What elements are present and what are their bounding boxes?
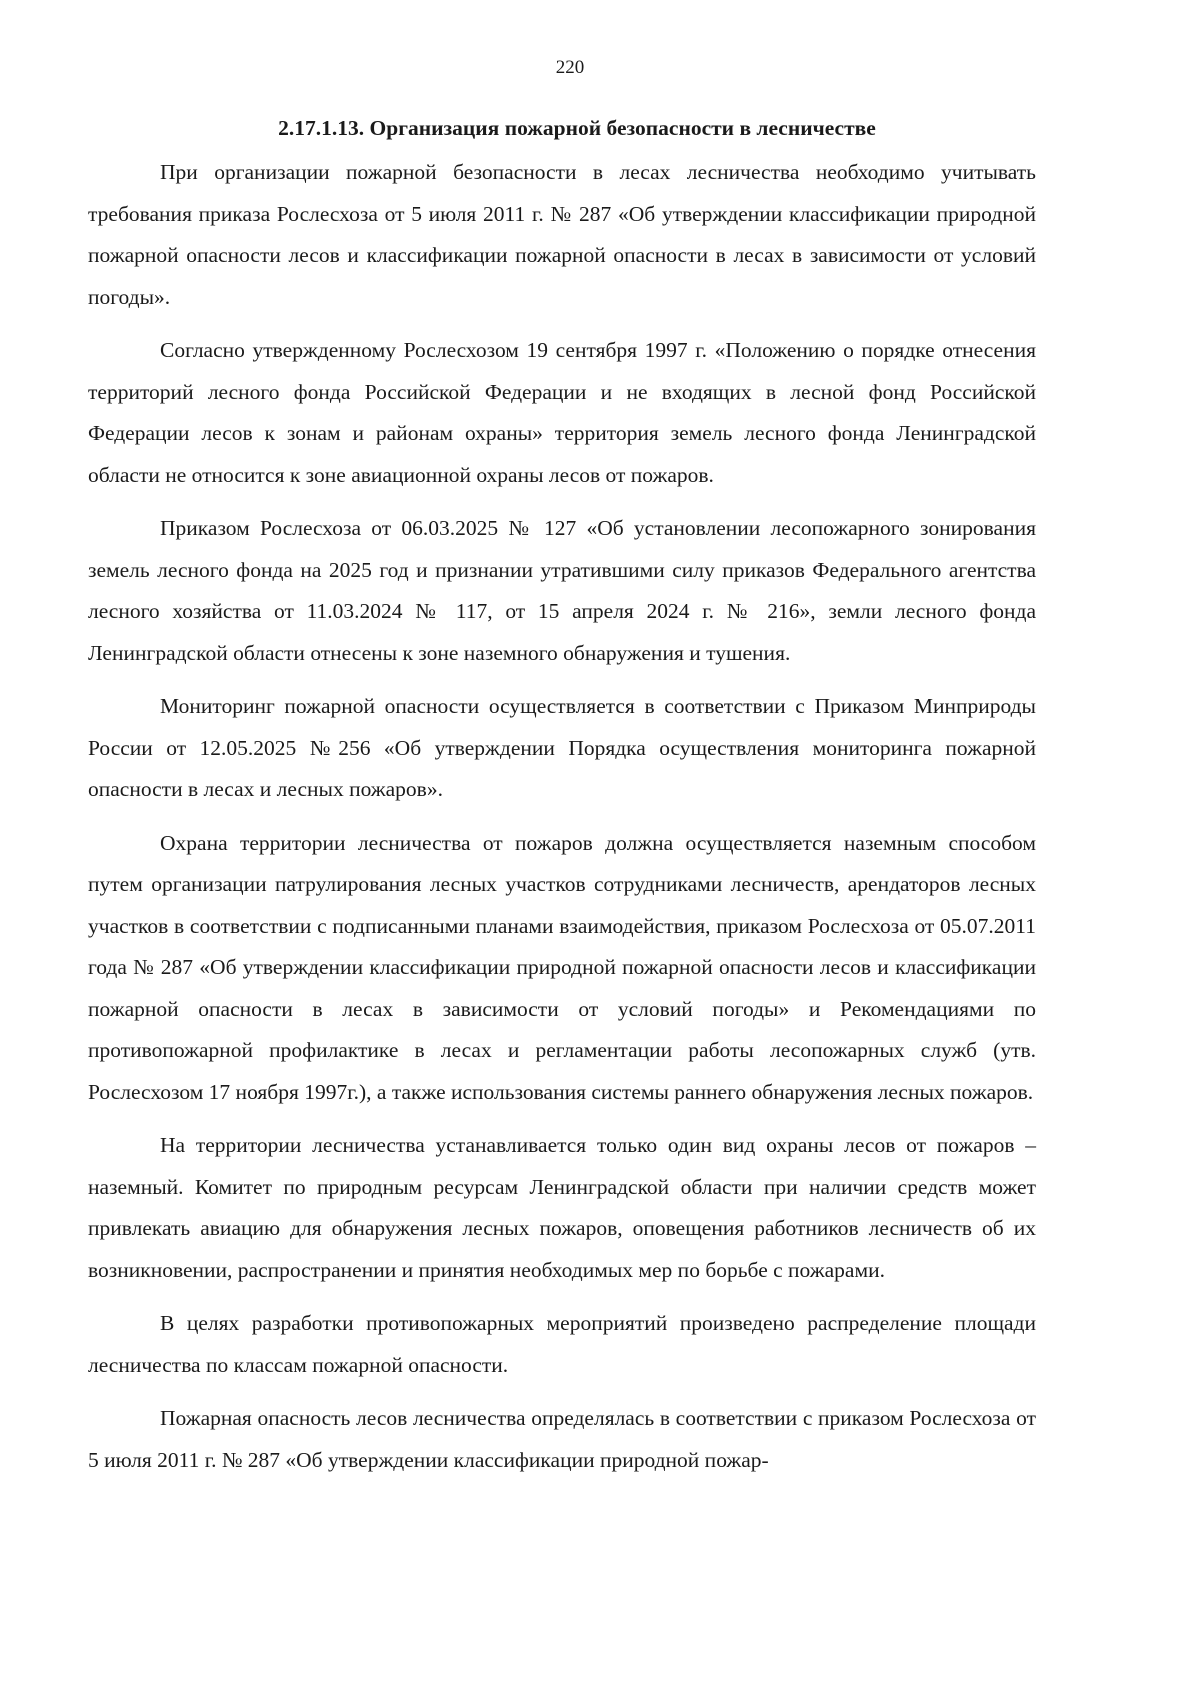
paragraph-2: Согласно утвержденному Рослесхозом 19 сентября 1997 г. «Положению о порядке отнесения территорий лесного фонда Российской Федерации и не входящих в лесной фонд Российской Федерации лесов к зонам и районам охраны» территория земель лесного фонда Ленинградской области не относится к зоне авиационной охраны лесов от пожаров. [88, 338, 1036, 487]
page-number: 220 [555, 57, 585, 78]
paragraph-1: При организации пожарной безопасности в лесах лесничества необходимо учитывать требования приказа Рослесхоза от 5 июля 2011 г. № 287 «Об утверждении классификации природной пожарной опасности лесов и классификации пожарной опасности в лесах в зависимости от условий погоды». [88, 160, 1036, 309]
paragraph-8: Пожарная опасность лесов лесничества определялась в соответствии с приказом Рослесхоза от 5 июля 2011 г. № 287 «Об утверждении классификации природной пожар- [88, 1406, 1036, 1472]
paragraph-6: На территории лесничества устанавливается только один вид охраны лесов от пожаров – наземный. Комитет по природным ресурсам Ленинградской области при наличии средств может привлекать авиацию для обнаружения лесных пожаров, оповещения работников лесничеств об их возникновении, распространении и принятия необходимых мер по борьбе с пожарами. [88, 1133, 1036, 1282]
paragraph-3: Приказом Рослесхоза от 06.03.2025 № 127 «Об установлении лесопожарного зонирования земель лесного фонда на 2025 год и признании утратившими силу приказов Федерального агентства лесного хозяйства от 11.03.2024 № 117, от 15 апреля 2024 г. № 216», земли лесного фонда Ленинградской области отнесены к зоне наземного обнаружения и тушения. [88, 516, 1036, 665]
paragraph-5: Охрана территории лесничества от пожаров должна осуществляется наземным способом путем организации патрулирования лесных участков сотрудниками лесничеств, арендаторов лесных участков в соответствии с подписанными планами взаимодействия, приказом Рослесхоза от 05.07.2011 года № 287 «Об утверждении классификации природной пожарной опасности лесов и классификации пожарной опасности в лесах в зависимости от условий погоды» и Рекомендациями по противопожарной профилактике в лесах и регламентации работы лесопожарных служб (утв. Рослесхозом 17 ноября 1997г.), а также использования системы раннего обнаружения лесных пожаров. [88, 830, 1036, 1104]
page-content [88, 114, 1036, 1493]
paragraph-4: Мониторинг пожарной опасности осуществляется в соответствии с Приказом Минприроды России от 12.05.2025 №256 «Об утверждении Порядка осуществления мониторинга пожарной опасности в лесах и лесных пожаров». [88, 694, 1036, 801]
paragraph-7: В целях разработки противопожарных мероприятий произведено распределение площади лесничества по классам пожарной опасности. [88, 1311, 1036, 1377]
section-heading: 2.17.1.13. Организация пожарной безопасности в лесничестве [278, 116, 876, 140]
